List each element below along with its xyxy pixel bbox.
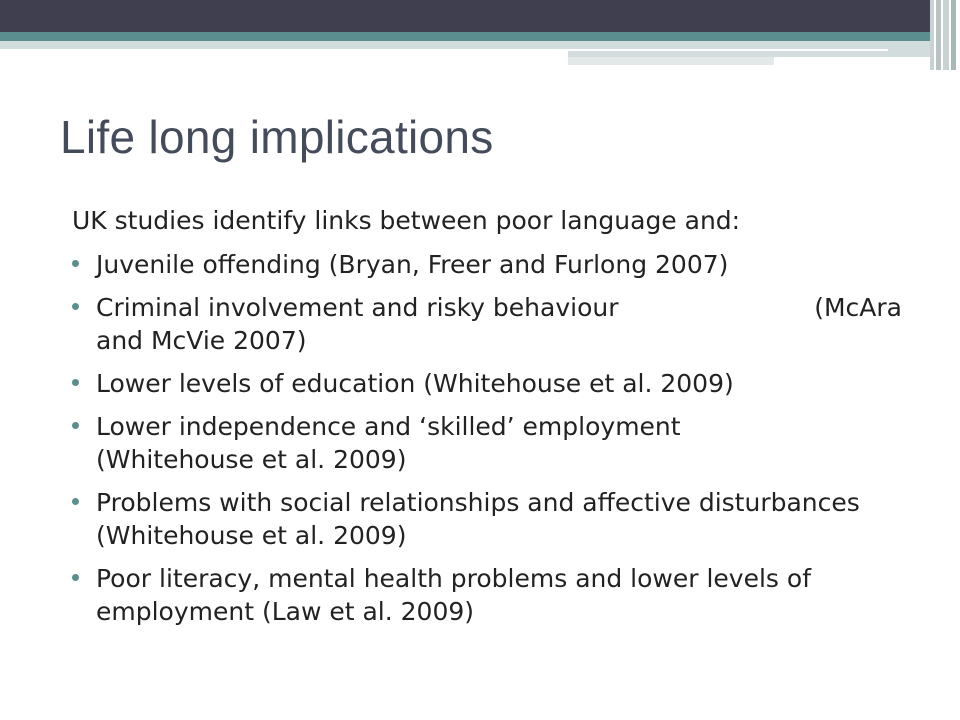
- slide-title: Life long implications: [60, 111, 494, 163]
- header-teal-band: [0, 32, 930, 41]
- header-light-band-bottom: [568, 57, 774, 65]
- list-item: [72, 248, 902, 281]
- header-light-band: [0, 41, 930, 49]
- bullet-text-right: (McAra: [814, 292, 902, 322]
- bullet-text: Problems with social relationships and affective disturbances: [96, 487, 860, 517]
- bullet-dot-icon: [72, 379, 79, 386]
- intro-text: UK studies identify links between poor language and:: [72, 206, 741, 235]
- bullet-dot-icon: [72, 303, 79, 310]
- bullet-text: Lower levels of education (Whitehouse et al. 2009): [96, 368, 734, 398]
- bullet-dot-icon: [72, 422, 79, 429]
- bullet-line: [96, 291, 902, 324]
- header-dark-band: [0, 0, 930, 32]
- bullet-dot-icon: [72, 574, 79, 581]
- list-item: [72, 486, 902, 552]
- bullet-dot-icon: [72, 260, 79, 267]
- bullet-text-continuation: (Whitehouse et al. 2009): [96, 444, 407, 474]
- list-item: [72, 291, 902, 357]
- bullet-list: [72, 248, 902, 628]
- header-decoration: [0, 0, 960, 70]
- bullet-text-continuation: and McVie 2007): [96, 325, 307, 355]
- bullet-text-continuation: (Whitehouse et al. 2009): [96, 520, 407, 550]
- list-item: [72, 410, 902, 476]
- bullet-text: Juvenile offending (Bryan, Freer and Furlong 2007): [96, 249, 729, 279]
- bullet-text-continuation: employment (Law et al. 2009): [96, 596, 475, 626]
- header-white-line: [568, 49, 888, 51]
- bullet-text: Poor literacy, mental health problems and lower levels of: [96, 563, 811, 593]
- slide-body: [72, 205, 902, 638]
- bullet-text: Criminal involvement and risky behaviour: [96, 292, 619, 322]
- bullet-dot-icon: [72, 498, 79, 505]
- list-item: [72, 562, 902, 628]
- header-stripes: [930, 0, 960, 70]
- list-item: [72, 367, 902, 400]
- bullet-text: Lower independence and ‘skilled’ employment: [96, 411, 681, 441]
